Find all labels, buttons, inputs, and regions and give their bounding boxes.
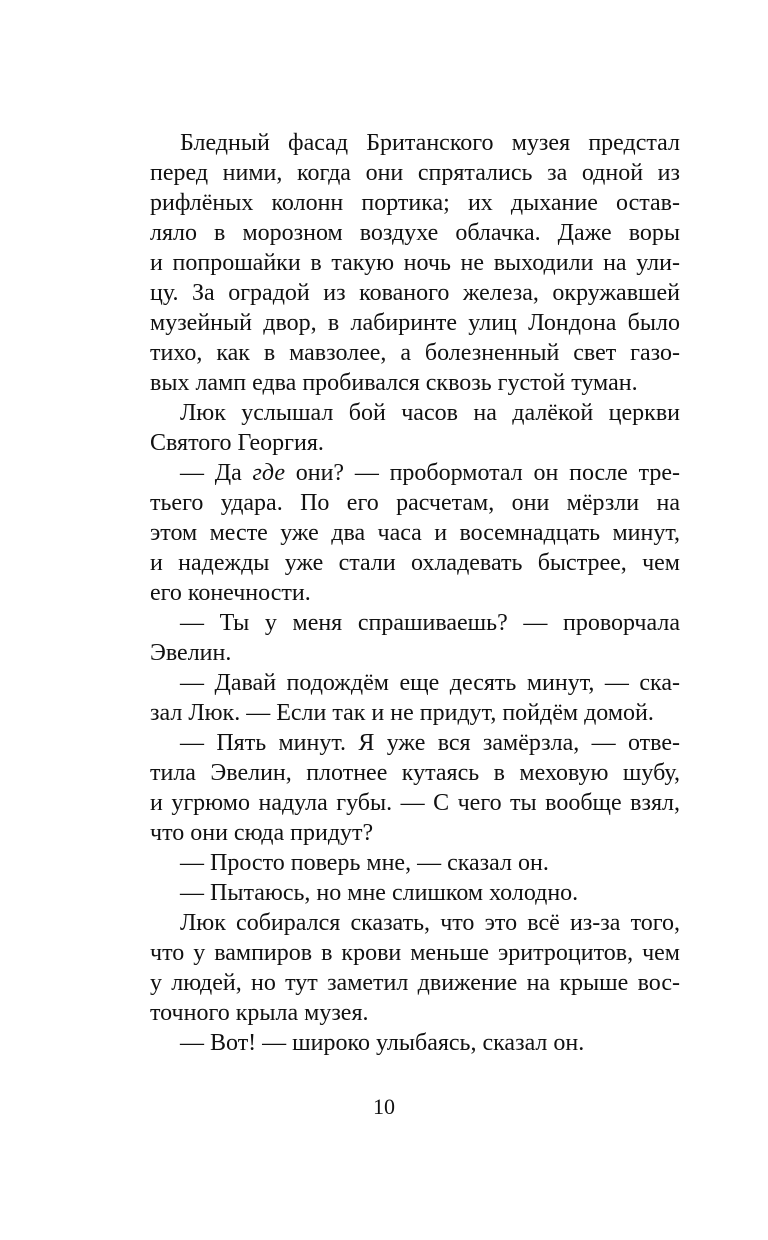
text-line: — Давай подождём еще десять минут, — ска- [180, 670, 680, 696]
text-line: и угрюмо надула губы. — С чего ты вообще взял, [150, 790, 680, 816]
text-line: Люк услышал бой часов на далёкой церкви [180, 400, 680, 426]
text-line: цу. За оградой из кованого железа, окружавшей [150, 280, 680, 306]
text-line: этом месте уже два часа и восемнадцать минут, [150, 520, 680, 546]
text-line: — Вот! — широко улыбаясь, сказал он. [180, 1030, 585, 1056]
text-line: рифлёных колонн портика; их дыхание остав- [150, 190, 680, 216]
text-line: тила Эвелин, плотнее кутаясь в меховую шубу, [150, 760, 680, 786]
text-line: зал Люк. — Если так и не придут, пойдём домой. [150, 700, 654, 726]
text-line: Люк собирался сказать, что это всё из-за того, [180, 910, 680, 936]
text-line: Святого Георгия. [150, 430, 324, 456]
text-line: музейный двор, в лабиринте улиц Лондона было [150, 310, 680, 336]
body-text [150, 128, 680, 1058]
text-line: — Пять минут. Я уже вся замёрзла, — отве- [180, 730, 680, 756]
text-line: — Просто поверь мне, — сказал он. [180, 850, 549, 876]
text-line: тихо, как в мавзолее, а болезненный свет газо- [150, 340, 680, 366]
text-line [150, 458, 680, 488]
text-line: его конечности. [150, 580, 311, 606]
text-line: и надежды уже стали охладевать быстрее, чем [150, 550, 680, 576]
text-line: перед ними, когда они спрятались за одной из [150, 160, 680, 186]
text-line: что они сюда придут? [150, 820, 374, 846]
text-line: что у вампиров в крови меньше эритроцитов, чем [150, 940, 680, 966]
text-line: ляло в морозном воздухе облачка. Даже воры [150, 220, 680, 246]
text-line: точного крыла музея. [150, 1000, 369, 1026]
text-line: Эвелин. [150, 640, 232, 666]
italic-emphasis: где [252, 460, 285, 486]
text-line: вых ламп едва пробивался сквозь густой туман. [150, 370, 638, 396]
text-line: — Ты у меня спрашиваешь? — проворчала [180, 610, 680, 636]
text-line: — Пытаюсь, но мне слишком холодно. [180, 880, 579, 906]
text-line: у людей, но тут заметил движение на крыше вос- [150, 970, 680, 996]
text-fragment: они? — пробормотал он после тре- [284, 460, 680, 486]
text-line: и попрошайки в такую ночь не выходили на ули- [150, 250, 680, 276]
page-number: 10 [373, 1094, 395, 1119]
text-line: тьего удара. По его расчетам, они мёрзли на [150, 490, 680, 516]
text-line: Бледный фасад Британского музея предстал [180, 130, 680, 156]
text-fragment: — Да [180, 460, 253, 486]
